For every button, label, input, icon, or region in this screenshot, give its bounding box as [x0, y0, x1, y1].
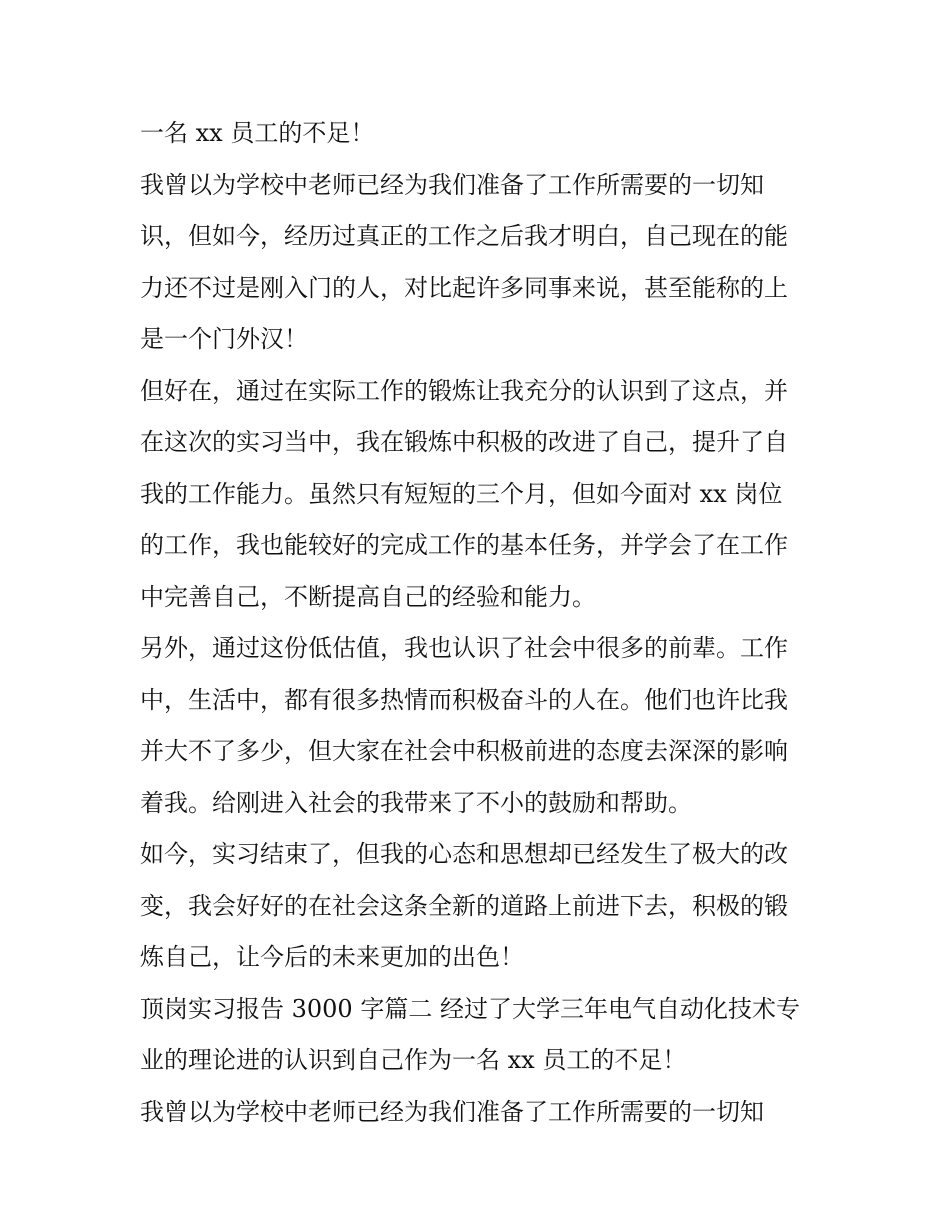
document-body	[140, 108, 820, 1138]
text-line: 我的工作能力。虽然只有短短的三个月，但如今面对 xx 岗位	[140, 479, 783, 508]
text-line: 着我。给刚进入社会的我带来了不小的鼓励和帮助。	[140, 788, 692, 817]
text-line: 并大不了多少，但大家在社会中积极前进的态度去深深的影响	[140, 737, 788, 765]
text-line: 中，生活中，都有很多热情而积极奋斗的人在。他们也许比我	[140, 685, 788, 714]
text-line: 但好在，通过在实际工作的锻炼让我充分的认识到了这点，并	[140, 376, 788, 405]
text-line: 炼自己，让今后的未来更加的出色！	[140, 943, 524, 971]
text-line: 另外，通过这份低估值，我也认识了社会中很多的前辈。工作	[140, 634, 788, 662]
text-line: 的工作，我也能较好的完成工作的基本任务，并学会了在工作	[140, 531, 788, 559]
text-line: 我曾以为学校中老师已经为我们准备了工作所需要的一切知	[140, 170, 764, 199]
text-line: 变，我会好好的在社会这条全新的道路上前进下去，积极的锻	[140, 891, 788, 920]
text-line: 一名 xx 员工的不足！	[140, 119, 375, 147]
text-line: 如今，实习结束了，但我的心态和思想却已经发生了极大的改	[140, 840, 788, 868]
text-line: 在这次的实习当中，我在锻炼中积极的改进了自己，提升了自	[140, 428, 788, 456]
text-line: 识，但如今，经历过真正的工作之后我才明白，自己现在的能	[140, 222, 788, 250]
text-line: 我曾以为学校中老师已经为我们准备了工作所需要的一切知	[140, 1097, 764, 1126]
text-line: 中完善自己，不断提高自己的经验和能力。	[140, 582, 596, 611]
text-line: 力还不过是刚入门的人，对比起许多同事来说，甚至能称的上	[140, 273, 788, 302]
text-line: 顶岗实习报告 3000 字篇二 经过了大学三年电气自动化技术专	[140, 994, 800, 1023]
text-line: 业的理论进的认识到自己作为一名 xx 员工的不足！	[140, 1046, 687, 1074]
text-line: 是一个门外汉！	[140, 325, 308, 353]
